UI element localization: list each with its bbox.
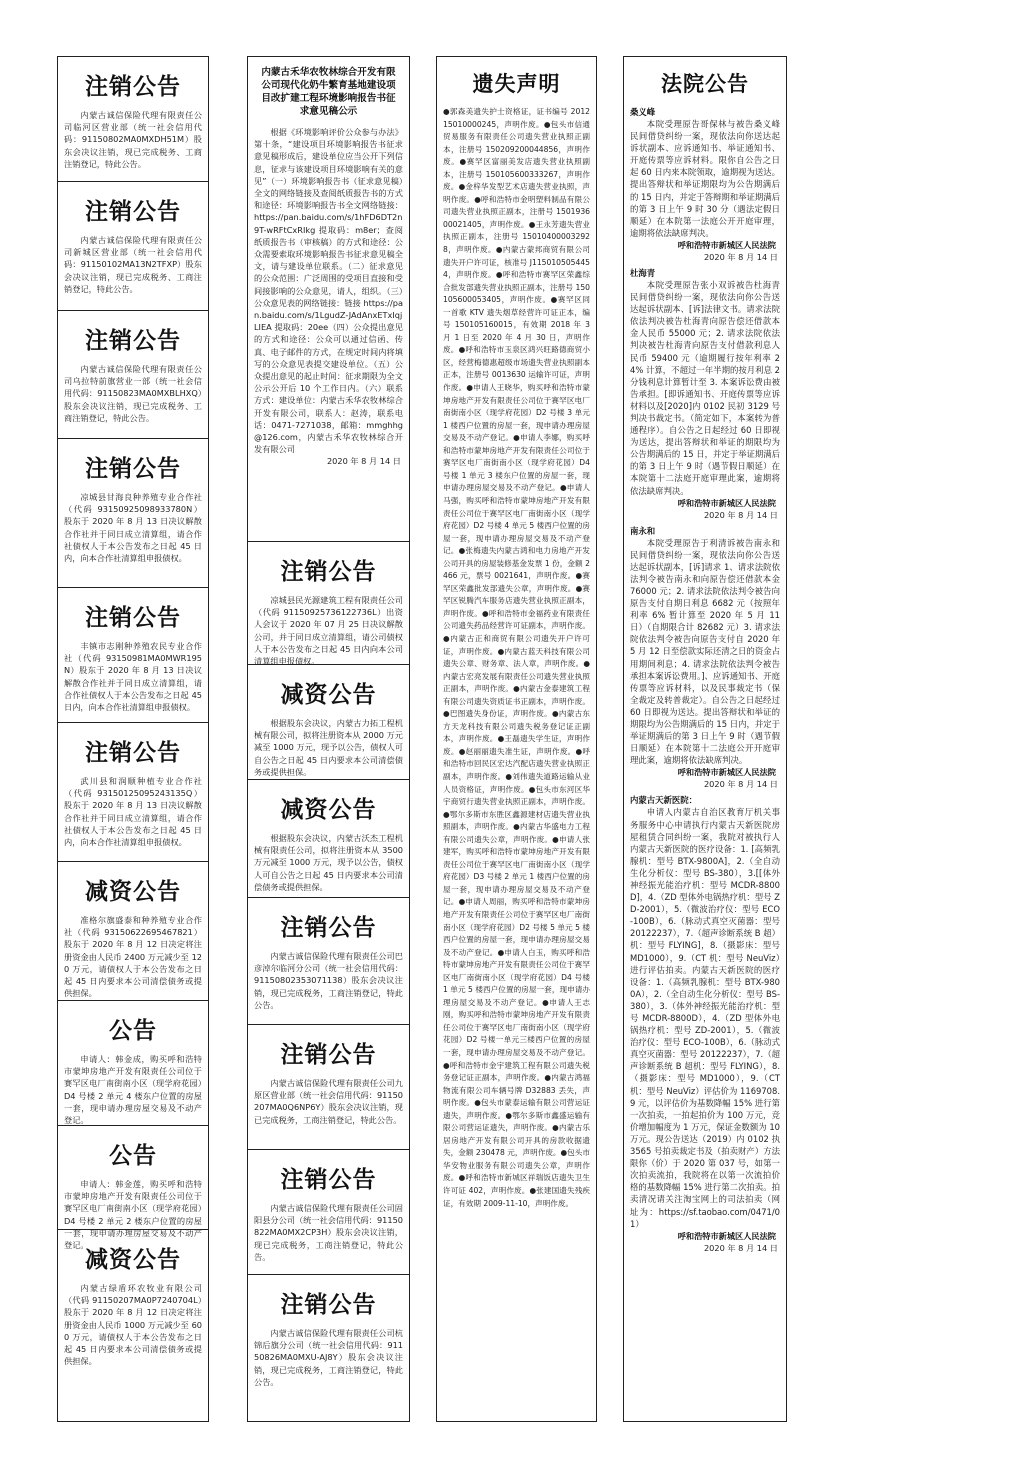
case-body: 申请人内蒙古自治区教育厅机关事务服务中心申请执行内蒙古天新医院房屋租赁合同纠纷一案，我院对被执行人内蒙古天新医院的医疗设备：1. [高频乳腺机：型号 BTX-9800A]，2.（全自动生化分析仪：型号 BS-380），3.[[体外神经振光能治疗机：型号 MCDR-8800D]，4.（ZD 型体外电锅热疗机：型号 ZD-2001），5.（微波治疗仪：型号 ECO-100B），6.（脉动式真空灭菌器：型号 20122237），7.（超声诊断系统 B 超）机：型号 FLYING]，8.（摄影床：型号 MD1000），9.（CT 机：型号 NeuViz）进行评估拍卖。内蒙古天新医院的医疗设备：1.（高频乳腺机：型号 BTX-9800A），2.（全自动生化分析仪：型号 BS-380），3.（体外神经振光能治疗机：型号 MCDR-8800D），4.（ZD 型体外电锅热疗机：型号 ZD-2001），5.（微波治疗仪：型号 ECO-100B），6.（脉动式真空灭菌器：型号 20122237），7.（超声诊断系统 B 超机：型号 FLYING），8.（摄影床：型号 MD1000），9.（CT 机：型号 NeuViz）评估价为 1169708.9 元，以评估价为基数降幅 15% 进行第一次拍卖，一拍起拍价为 100 万元，竞价增加幅度为 1 万元，保证金数额为 10 万元。现公告送达（2019）内 0102 执 3565 号拍卖裁定书及（拍卖财产）方法限你（价）于 2020 第 037 号，如第一次拍卖流拍，我院将在以第一次流拍价格的基数降幅 15% 进行第二次拍卖。拍卖清况请关注淘宝网上的司法拍卖（网址为：https://sf.taobao.com/0471/01） <box>630 807 780 1229</box>
case-party-name: 桑义峰 <box>630 107 656 117</box>
notice-body: 根据股东会决议，内蒙古力拓工程机械有限公司，拟将注册资本从 2000 万元减至 1000 万元，现予以公告，债权人可自公告之日起 45 日内要求本公司清偿债务或提供担保。 <box>254 718 403 777</box>
case-date: 2020 年 8 月 14 日 <box>703 251 778 262</box>
notice-box <box>58 182 208 311</box>
court-signature: 呼和浩特市新城区人民法院 <box>677 767 776 778</box>
lost-statements-body: ●郭森美遗失护士资格证，证书编号 201215010000245，声明作废。●包头市信通贸易服务有限责任公司遗失营业执照正副本，注册号 150209200044856，声明作废。●赛罕区富丽美发店遗失营业执照副本，注册号 150105600333267，声明作废。●金梓华发型艺术店遗失营业执照，声明作废。●呼和浩特市金明塑料制品有限公司遗失营业执照正副本，注册号 150193600021405，声明作废。●王永芳遗失营业执照正副本，注册号 150104000032928，声明作废。●内蒙古蒙邦商贸有限公司遗失开户许可证，核准号 J1150105054454，声明作废。●呼和浩特市赛罕区荣鑫综合批发部遗失营业执照正副本，注册号 150105600053405，声明作废。●赛罕区同一首歌 KTV 遗失烟草经营许可证正本，编号 150105160015，有效期 2018 年 3 月 1 日至 2020 年 4 月 30 日，声明作废。●呼和浩特市玉泉区鸿兴旺路德商贸小区，经营梅德惠超级市场遗失营业执照副本正本，注册号 0013630 运输许可证，声明作废。●申请人王晓华，购买呼和浩特市蒙坤房地产开发有限责任公司位于赛罕区电厂南街南小区（现学府花园）D2 号楼 3 单元 1 楼西户位置的房屋一套，现申请办理房屋交易及不动产登记。●申请人李娜，购买呼和浩特市蒙坤房地产开发有限责任公司位于赛罕区电厂南街南小区（现学府花园）D4 号楼 1 单元 3 楼东户位置的房屋一套，现申请办理房屋交易及不动产登记。●申请人马强，购买呼和浩特市蒙坤房地产开发有限责任公司位于赛罕区电厂南街南小区（现学府花园）D2 号楼 4 单元 5 楼西户位置的房屋一套，现申请办理房屋交易及不动产登记。●张梅遗失内蒙古鸿和电力房地产开发公司开具的房屋装修基金发票 1 份，金额 2466 元，票号 0021641，声明作废。●赛罕区荣鑫批发部遗失公章，声明作废。●赛罕区锐腾汽车服务店遗失营业执照正副本，声明作废。●呼和浩特市金福药业有限责任公司遗失药品经营许可证副本，声明作废。●内蒙古正和商贸有限公司遗失开户许可证，声明作废。●内蒙古蓝天科技有限公司遗失公章、财务章、法人章，声明作废。●内蒙古宏亮发展有限责任公司遗失营业执照正副本，声明作废。●内蒙古金泰建筑工程有限公司遗失资质证书正副本，声明作废。●巴图遗失身份证，声明作废。●内蒙古东方天龙科技有限公司遗失税务登记证正副本，声明作废。●王磊遗失学生证，声明作废。●赵丽丽遗失准生证，声明作废。●呼和浩特市回民区宏达汽配店遗失营业执照正副本，声明作废。●刘伟遗失道路运输从业人员资格证，声明作废。●包头市东河区华宇商贸行遗失营业执照正副本，声明作废。●鄂尔多斯市东胜区鑫源建材店遗失营业执照副本，声明作废。●内蒙古华盛电力工程有限公司遗失公章，声明作废。●申请人张建军，购买呼和浩特市蒙坤房地产开发有限责任公司位于赛罕区电厂南街南小区（现学府花园）D3 号楼 2 单元 1 楼西户位置的房屋一套，现申请办理房屋交易及不动产登记。●申请人周丽，购买呼和浩特市蒙坤房地产开发有限责任公司位于赛罕区电厂南街南小区（现学府花园）D2 号楼 5 单元 5 楼西户位置的房屋一套，现申请办理房屋交易及不动产登记。●申请人白玉，购买呼和浩特市蒙坤房地产开发有限责任公司位于赛罕区电厂南街南小区（现学府花园）D4 号楼 1 单元 5 楼西户位置的房屋一套，现申请办理房屋交易及不动产登记。●申请人王志刚，购买呼和浩特市蒙坤房地产开发有限责任公司位于赛罕区电厂南街南小区（现学府花园）D2 号楼一单元三楼西户位置的房屋一套，现申请办理房屋交易及不动产登记。●呼和浩特市金宇建筑工程有限公司遗失税务登记证正副本，声明作废。●内蒙古鸿福物流有限公司车辆号牌 D32883 丢失，声明作废。●包头市蒙泰运输有限公司营运证遗失，声明作废。●鄂尔多斯市鑫盛运输有限公司营运证遗失，声明作废。●内蒙古乐居房地产开发有限公司开具的房款收据遗失，金额 230478 元，声明作废。●包头市华安物业服务有限公司遗失公章，声明作废。●呼和浩特市新城区祥瑞饭店遗失卫生许可证 402，声明作废。●张建国遗失残疾证，有效期 2009-11-10，声明作废。 <box>443 107 590 1208</box>
case-date: 2020 年 8 月 14 日 <box>703 779 778 790</box>
notice-box <box>58 57 208 182</box>
notice-box <box>248 542 409 665</box>
notice-body: 根据股东会决议，内蒙古沃杰工程机械有限责任公司，拟将注册资本从 3500 万元减至 1000 万元，现予以公告，债权人可自公告之日起 45 日内要求本公司清偿债务或提供担保。 <box>254 833 403 892</box>
notice-body: 凉城县甘海良种养殖专业合作社（代码 93150925098933780N）股东于 2020 年 8 月 13 日决议解散合作社并于同日成立清算组，请合作社债权人于本公告发布之日起 45 日内，向本合作社清算组申报债权。 <box>64 492 202 564</box>
court-signature: 呼和浩特市新城区人民法院 <box>677 239 776 250</box>
notice-body: 准格尔旗盛泰和种养殖专业合作社（代码 93150622695467821）股东于 2020 年 8 月 12 日决定将注册资金由人民币 2400 万元减少至 120 万元，请债权人于本公告发布之日起 45 日内要求本公司清偿债务或提供担保。 <box>64 915 202 999</box>
case-date: 2020 年 8 月 14 日 <box>703 1242 778 1253</box>
notice-title: 注销公告 <box>85 73 181 100</box>
case-body: 本院受理原告哥保林与被告桑义峰民间借贷纠纷一案，现依法向你送达起诉状副本、应诉通知书、举证通知书、开庭传票等应诉材料。限你自公告之日起 60 日内来本院领取，逾期视为送达。提出答辩状和举证期限均为公告期满后的 15 日内，并定于答辩期和举证期满后的第 3 日上午 9 时 30 分（遇法定假日顺延）在本院第一法庭公开开庭审理，逾期将依法缺席判决。 <box>630 119 780 238</box>
column-1 <box>57 56 209 1422</box>
notice-title: 注销公告 <box>280 914 377 941</box>
notice-body: 申请人：韩金莲，购买呼和浩特市蒙坤房地产开发有限责任公司位于赛罕区电厂南街南小区（现学府花园）D4 号楼 2 单元 2 楼东户位置的房屋一套，现申请办理房屋交易及不动产登记。 <box>64 1179 202 1251</box>
column-4-court-notices <box>623 56 787 1422</box>
notice-title: 减资公告 <box>85 1246 181 1273</box>
notice-box <box>248 665 409 780</box>
case-date: 2020 年 8 月 14 日 <box>703 509 778 520</box>
notice-title: 注销公告 <box>85 455 181 482</box>
notice-box <box>248 780 409 898</box>
notice-box <box>58 723 208 862</box>
notice-box <box>248 1025 409 1150</box>
court-signature: 呼和浩特市新城区人民法院 <box>677 497 776 508</box>
environment-notice <box>248 57 409 542</box>
notice-body: 内蒙古诚信保险代理有限责任公司固阳县分公司（统一社会信用代码：91150822MA0MX2CP3H）股东会决议注销，现已完成税务，工商注销登记，特此公告。 <box>254 1203 403 1262</box>
notice-box <box>58 862 208 1001</box>
case-body: 本院受理原告于利清诉被告南永和民间借贷纠纷一案，现依法向你公告送达起诉状副本，[诉]请求 1、请求法院依法判令被告南永和向原告偿还借款本金 76000 元；2. 请求法院依法判令被告向原告支付自期日利息 6682 元（按照年利率 6% 暂计算至 2020 年 5 月 11 日）（自期限合计 82682 元）3. 请求法院依法判令被告向原告支付自 2020 年 5 月 12 日至偿款实际还清之日的资金占用期间利息；4. 请求法院依法判令被告承担本案诉讼费用。]、应诉通知书、开庭传票等应诉材料，以及民事裁定书（保全裁定及转普裁定）。自公告之日起经过 60 日即视为送达。提出答辩状和举证的期限均为公告期满后的 15 日内，并定于举证期满后的第 3 日上午 9 时（遇节假日顺延）在本院第十二法庭公开开庭审理此案，逾期将依法缺席判决。 <box>630 537 780 766</box>
case-party-name: 内蒙古天新医院： <box>630 795 697 806</box>
court-notice-box <box>624 57 786 1421</box>
notice-box <box>58 439 208 588</box>
notice-box <box>248 1150 409 1275</box>
notice-title: 注销公告 <box>85 198 181 225</box>
notice-title: 注销公告 <box>85 739 181 766</box>
notice-body: 内蒙古诚信保险代理有限责任公司巴彦淖尔临河分公司（统一社会信用代码：91150802353071138）股东会决议注销，现已完成税务，工商注销登记，特此公告。 <box>254 951 403 1010</box>
notice-date: 2020 年 8 月 14 日 <box>326 456 401 467</box>
notice-box <box>58 588 208 723</box>
environment-notice-body: 根据《环境影响评价公众参与办法》第十条，“建设项目环境影响报告书征求意见稿形成后，建设单位应当公开下列信息，征求与该建设项目环境影响有关的意见”（一）环境影响报告书（征求意见稿）全文的网络链接及查阅纸质报告书的方式和途径：环境影响报告书全文网络链接：https://pan.baidu.com/s/1hFD6DT2n9T-wRFtCxRIkg 提取码：m8er；查阅纸质报告书（审核稿）的方式和途径：公众需要索取环境影响报告书征求意见稿全文，请与建设单位联系。（二）征求意见的公众范围：广泛周围的受项目直接和受间接影响的公众意见，请人，组织。（三）公众意见表的网络链接：链接 https://pan.baidu.com/s/1LgudZ-JAdAnxETxIqjLIEA 提取码：20ee（四）公众提出意见的方式和途径：公众可以通过信函、传真、电子邮件的方式，在规定时间内将填写的公众意见表提交建设单位。（五）公众提出意见的起止时间：征求期限为全文公示公开后 10 个工作日内。（六）联系方式：建设单位：内蒙古禾华农牧林综合开发有限公司，联系人：赵涛，联系电话：0471-7271038，邮箱：mmghhg@126.com，内蒙古禾华农牧林综合开发有限公司 <box>254 127 403 455</box>
column-2 <box>247 56 410 1422</box>
notice-box <box>58 1001 208 1126</box>
case-party-name: 南永和 <box>630 525 656 536</box>
column-3-lost-statements <box>436 56 597 1422</box>
notice-body: 丰镇市志刚种养殖农民专业合作社（代码 93150981MA0MWR195N）股东于 2020 年 8 月 13 日决议解散合作社并于同日成立清算组，请合作社债权人于本公告发布之日起 45 日内，向本合作社清算组申报债权。 <box>64 641 202 713</box>
notice-title: 公告 <box>109 1142 157 1169</box>
notice-body: 凉城县民光源建筑工程有限责任公司（代码 91150925736122736L）出资人会议于 2020 年 07 月 25 日决议解散公司，并于同日成立清算组，请公司债权人于本公告发布之日起 45 日内向本公司清算组申报债权。 <box>254 595 403 667</box>
section-title: 法院公告 <box>661 71 749 96</box>
notice-box <box>58 311 208 439</box>
notice-box <box>58 1126 208 1251</box>
notice-title: 注销公告 <box>85 604 181 631</box>
notice-title: 公告 <box>109 1017 157 1044</box>
notice-title: 注销公告 <box>280 558 377 585</box>
case-party-name: 杜海青 <box>630 267 656 278</box>
notice-title: 注销公告 <box>85 327 181 354</box>
notice-body: 内蒙古诚信保险代理有限责任公司乌拉特前旗营业一部（统一社会信用代码：91150823MA0MXBLHXQ）股东会决议注销，现已完成税务、工商注销登记，特此公告。 <box>64 364 202 423</box>
notice-body: 武川县和润顺种植专业合作社（代码 93150125095243135Q）股东于 2020 年 8 月 13 日决议解散合作社并于同日成立清算组，请合作社债权人于本公告发布之日起 45 日内，向本合作社清算组申报债权。 <box>64 776 202 848</box>
lost-statement-box <box>437 57 596 1421</box>
notice-title: 注销公告 <box>280 1041 377 1068</box>
notice-body: 内蒙古绿盾环农牧业有限公司（代码 91150207MA0P7240704L）股东于 2020 年 8 月 12 日决定将注册资金由人民币 1000 万元减少至 600 万元，请债权人于本公告发布之日起 45 日内要求本公司清偿债务或提供担保。 <box>64 1283 202 1367</box>
notice-body: 内蒙古诚信保险代理有限责任公司临河区营业部（统一社会信用代码：91150802MA0MXDH51M）股东会决议注销，现已完成税务、工商注销登记，特此公告。 <box>64 110 202 169</box>
section-title: 遗失声明 <box>472 71 561 96</box>
case-body: 本院受理原告张小双诉被告杜海青民间借贷纠纷一案，现依法向你公告送达起诉状副本、[诉]法律文书。请求法院依法判决被告杜海青向原告偿还借款本金人民币 55000 元；2. 请求法院依法判决被告杜海青向原告支付借款利息人民币 59400 元（逾期履行按年利率 24% 计算，不超过一年半期的按月利息 2 分钱利息计算暂计至 3. 本案诉讼费由被告承担。[即诉通知书、开庭传票等应诉材料以及[2020]内 0102 民初 3129 号判决书裁定书。（简定如下，本案转为普通程序）。自公告之日起经过 60 日即视为送达，提出答辩状和举证的期限均为公告期满后的 15 日，并定于举证期满后的第 3 日上午 9 时（遇节假日顺延）在本院第十二法庭开庭审理此案，逾期将依法缺席判决。 <box>630 279 780 496</box>
notice-title: 减资公告 <box>280 796 377 823</box>
notice-box <box>248 898 409 1025</box>
notice-title: 减资公告 <box>280 681 377 708</box>
environment-notice-title: 内蒙古禾华农牧林综合开发有限公司现代化奶牛繁育基地建设项目改扩建工程环境影响报告书征求意见稿公示 <box>261 67 396 117</box>
notice-body: 内蒙古诚信保险代理有限责任公司九原区营业部（统一社会信用代码：91150207MA0Q6NP6Y）股东会决议注销，现已完成税务，工商注销登记，特此公告。 <box>254 1078 403 1125</box>
notice-box <box>248 1275 409 1387</box>
notice-title: 注销公告 <box>280 1291 377 1318</box>
notice-body: 申请人：韩金成，购买呼和浩特市蒙坤房地产开发有限责任公司位于赛罕区电厂南街南小区（现学府花园）D4 号楼 2 单元 4 楼东户位置的房屋一套，现申请办理房屋交易及不动产登记。 <box>64 1054 202 1126</box>
notice-title: 减资公告 <box>85 878 181 905</box>
notice-body: 内蒙古诚信保险代理有限责任公司新城区营业部（统一社会信用代码：91150102MA13N2TFXP）股东会决议注销，现已完成税务、工商注销登记，特此公告。 <box>64 235 202 294</box>
notice-title: 注销公告 <box>280 1166 377 1193</box>
court-signature: 呼和浩特市新城区人民法院 <box>677 1230 776 1241</box>
notice-body: 内蒙古诚信保险代理有限责任公司杭锦后旗分公司（统一社会信用代码：91150826MA0MXU-AJ8Y）股东会决议注销，现已完成税务，工商注销登记，特此公告。 <box>254 1328 403 1387</box>
